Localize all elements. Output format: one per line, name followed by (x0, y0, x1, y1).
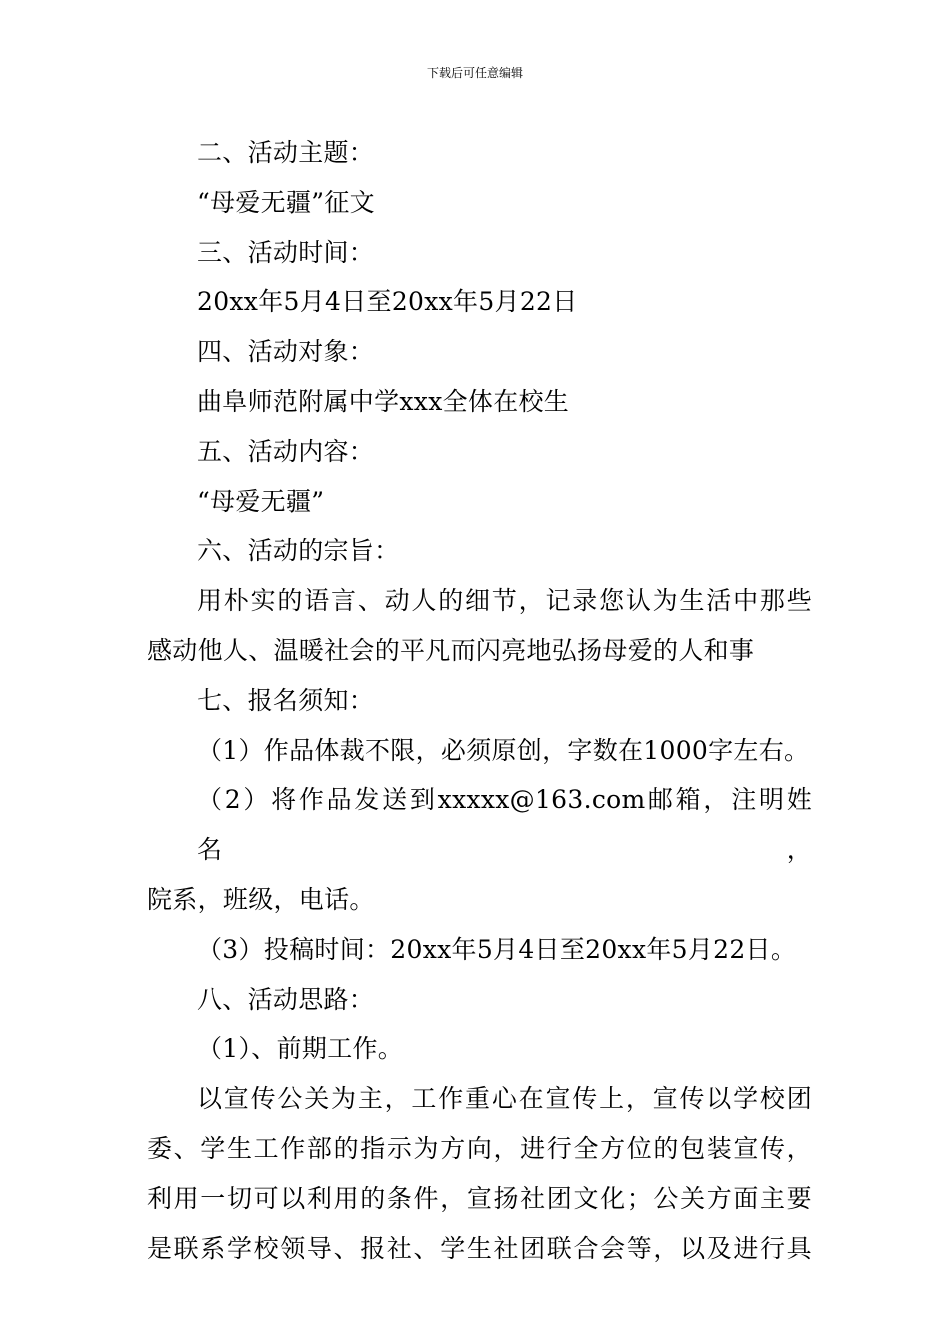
section-heading-approach: 八、活动思路： (197, 984, 375, 1014)
page-header-note: 下载后可任意编辑 (426, 66, 523, 80)
approach-text-line-2: 委、学生工作部的指示为方向，进行全方位的包装宣传， (147, 1133, 812, 1163)
section-heading-purpose: 六、活动的宗旨： (197, 536, 400, 566)
theme-text: “母爱无疆”征文 (197, 187, 375, 217)
purpose-text-line-2: 感动他人、温暖社会的平凡而闪亮地弘扬母爱的人和事 (147, 635, 755, 665)
approach-text-line-1: 以宣传公关为主，工作重心在宣传上，宣传以学校团 (197, 1084, 812, 1114)
time-text: 20xx年5月4日至20xx年5月22日 (197, 287, 578, 317)
document-body (147, 128, 812, 1273)
registration-item-2-line-1: （2）将作品发送到xxxxx@163.com邮箱，注明姓名， (197, 785, 812, 865)
purpose-text-line-1: 用朴实的语言、动人的细节，记录您认为生活中那些 (197, 586, 812, 616)
content-text: “母爱无疆” (197, 486, 325, 516)
approach-text-line-4: 是联系学校领导、报社、学生社团联合会等，以及进行具 (147, 1233, 812, 1263)
approach-text-line-3: 利用一切可以利用的条件，宣扬社团文化；公关方面主要 (147, 1183, 812, 1213)
section-heading-registration: 七、报名须知： (197, 685, 375, 715)
section-heading-content: 五、活动内容： (197, 436, 375, 466)
registration-item-3: （3）投稿时间：20xx年5月4日至20xx年5月22日。 (197, 934, 797, 964)
registration-item-2-line-2: 院系，班级，电话。 (147, 884, 375, 914)
approach-subheading-1: （1）、前期工作。 (197, 1034, 404, 1064)
section-heading-theme: 二、活动主题： (197, 138, 375, 167)
registration-item-1: （1）作品体裁不限，必须原创，字数在1000字左右。 (197, 735, 810, 765)
section-heading-audience: 四、活动对象： (197, 337, 375, 367)
section-heading-time: 三、活动时间： (197, 237, 375, 267)
audience-text: 曲阜师范附属中学xxx全体在校生 (197, 386, 570, 416)
